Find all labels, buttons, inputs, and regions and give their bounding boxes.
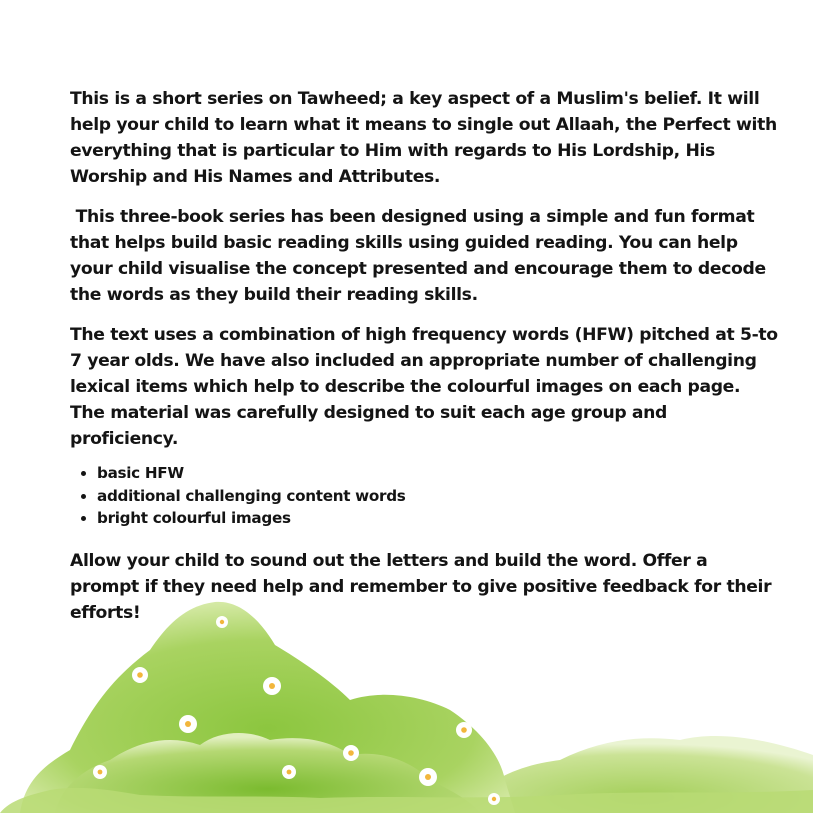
list-item: • additional challenging content words — [97, 485, 780, 508]
flower-icon — [456, 722, 472, 738]
series-paragraph: This three-book series has been designed using a simple and fun format that helps build basic reading skills using guided reading. You can help your child visualise the concept presented and encourage them to decode the words as they build their reading skills. — [70, 207, 772, 305]
flower-icon — [216, 616, 228, 628]
list-item: • bright colourful images — [97, 507, 780, 530]
list-item: • basic HFW — [97, 462, 780, 485]
flower-icon — [343, 745, 359, 761]
intro-paragraph: This is a short series on Tawheed; a key aspect of a Muslim's belief. It will help your child to learn what it means to single out Allaah, the Perfect with everything that is particular to Him with regards to His Lordship, His Worship and His Names and Attributes. — [70, 89, 777, 187]
flower-icon — [179, 715, 197, 733]
flower-icon — [132, 667, 148, 683]
flower-icon — [419, 768, 437, 786]
flower-icon — [488, 793, 500, 805]
closing-paragraph: Allow your child to sound out the letters and build the word. Offer a prompt if they need help and remember to give positive feedback for their efforts! — [70, 550, 772, 623]
flower-icon — [263, 677, 281, 695]
flower-icon — [282, 765, 296, 779]
flower-icon — [93, 765, 107, 779]
document-body — [70, 86, 780, 640]
feature-list — [70, 462, 780, 530]
bush-illustration — [0, 590, 813, 813]
text-paragraph: The text uses a combination of high frequency words (HFW) pitched at 5-to 7 year olds. We have also included an appropriate number of challenging lexical items which help to describe the colourful images on each page. The material was carefully designed to suit each age group and proficiency. — [70, 325, 778, 449]
